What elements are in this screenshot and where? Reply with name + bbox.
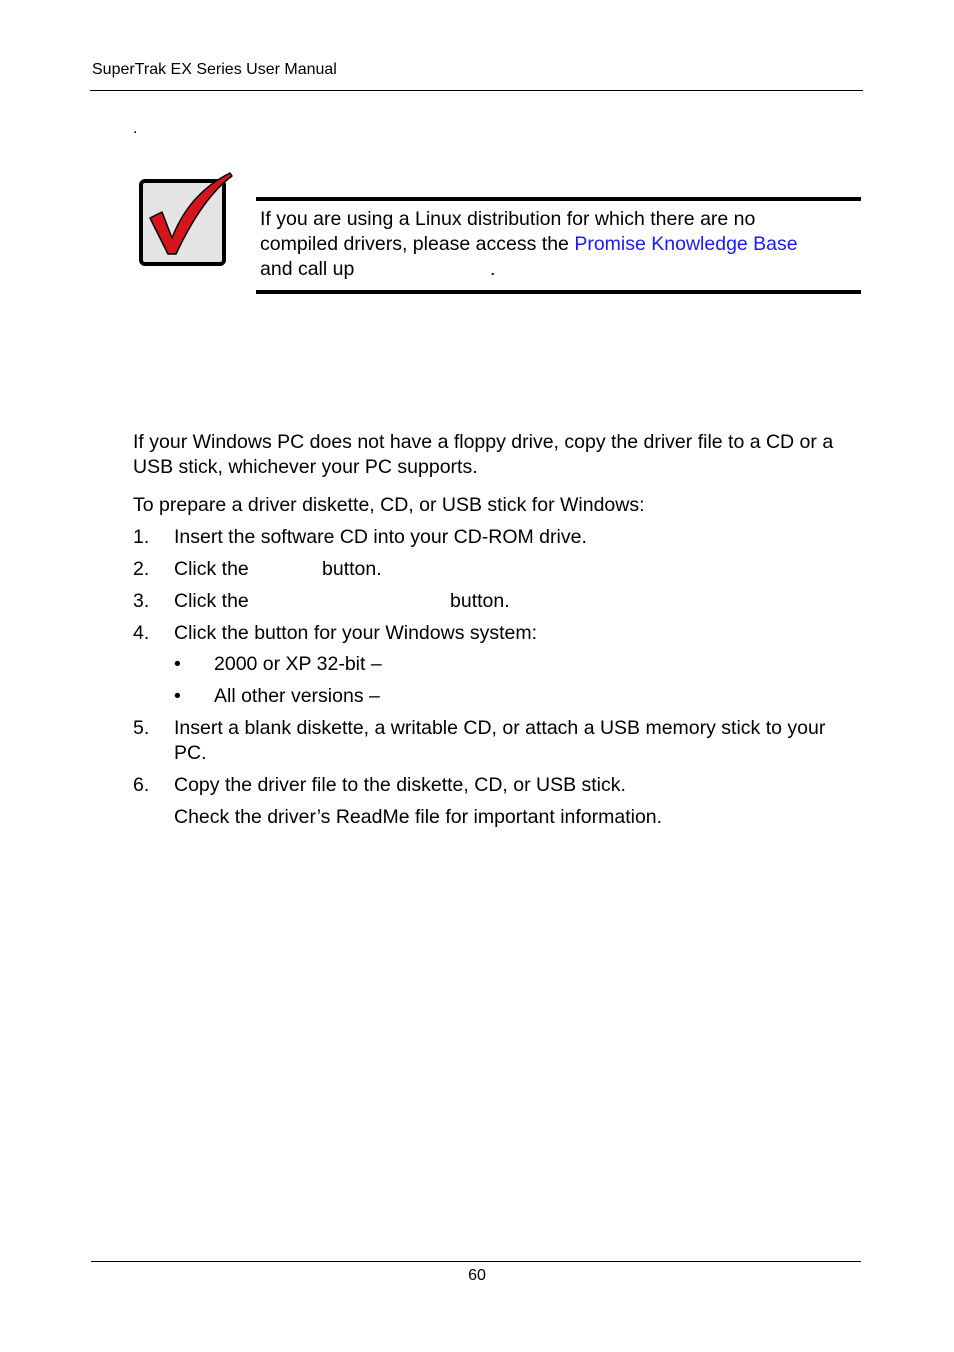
paragraph-line1: If your Windows PC does not have a floppy drive, copy the driver file to a CD or a xyxy=(133,431,834,453)
step-number: 5. xyxy=(133,717,150,739)
note-text-line1: If you are using a Linux distribution for which there are no xyxy=(260,208,756,230)
step-number: 3. xyxy=(133,590,150,612)
step-number: 4. xyxy=(133,622,150,644)
bullet-text: 2000 or XP 32-bit – xyxy=(214,653,382,675)
step-text-continued: PC. xyxy=(174,742,207,764)
stray-period: . xyxy=(133,120,138,137)
step-text: Click the button for your Windows system: xyxy=(174,622,538,644)
bullet-marker: • xyxy=(174,685,181,707)
checkmark-icon xyxy=(138,170,234,268)
note-text-line2 xyxy=(260,232,798,257)
step-text: Insert a blank diskette, a writable CD, or attach a USB memory stick to your xyxy=(174,717,826,739)
bullet-marker: • xyxy=(174,653,181,675)
paragraph-line2: USB stick, whichever your PC supports. xyxy=(133,456,478,478)
step-text-after: button. xyxy=(450,590,510,612)
step-text: Click the xyxy=(174,558,249,580)
procedure-intro: To prepare a driver diskette, CD, or USB stick for Windows: xyxy=(133,494,645,516)
step-number: 6. xyxy=(133,774,150,796)
page-number: 60 xyxy=(468,1267,486,1284)
note-bottom-rule xyxy=(256,290,861,294)
running-header: SuperTrak EX Series User Manual xyxy=(92,61,337,78)
note-text-line2-prefix: compiled drivers, please access the xyxy=(260,233,575,255)
step-number: 1. xyxy=(133,526,150,548)
note-text-line3-period: . xyxy=(490,258,496,280)
note-top-rule xyxy=(256,197,861,201)
step-number: 2. xyxy=(133,558,150,580)
footer-divider xyxy=(91,1261,861,1262)
step-text: Insert the software CD into your CD-ROM drive. xyxy=(174,526,587,548)
bullet-text: All other versions – xyxy=(214,685,380,707)
step-text: Copy the driver file to the diskette, CD, or USB stick. xyxy=(174,774,626,796)
step-note: Check the driver’s ReadMe file for important information. xyxy=(174,806,663,828)
note-text-line3: and call up xyxy=(260,258,355,280)
step-text: Click the xyxy=(174,590,249,612)
header-divider xyxy=(90,90,863,91)
knowledge-base-link[interactable]: Promise Knowledge Base xyxy=(574,233,798,255)
step-text-after: button. xyxy=(322,558,382,580)
